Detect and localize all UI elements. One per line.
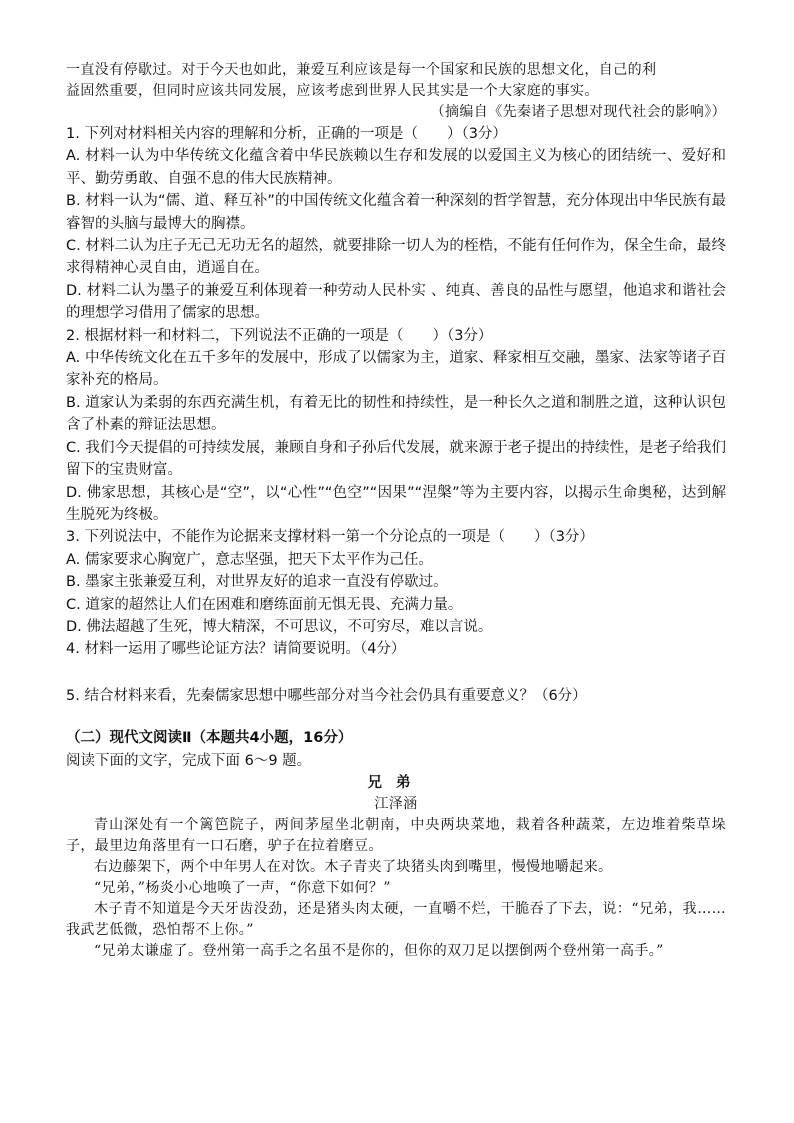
- option-c: C. 材料二认为庄子无己无功无名的超然，就要排除一切人为的桎梏，不能有任何作为，保全生命，最终求得精神心灵自由，逍遥自在。: [66, 238, 726, 277]
- story-body: [66, 794, 726, 962]
- option-d: D. 材料二认为墨子的兼爱互利体现着一种劳动人民朴实 、纯真、善良的品性与愿望，他追求和谐社会的理想学习借用了儒家的思想。: [66, 282, 726, 322]
- story-author: 江泽涵: [374, 795, 418, 812]
- question-stem: 1. 下列对材料相关内容的理解和分析，正确的一项是（ ）（3分）: [66, 126, 507, 142]
- question-stem: 3. 下列说法中，不能作为论据来支撑材料一第一个分论点的一项是（ ）（3分）: [66, 529, 594, 546]
- option-b: B. 墨家主张兼爱互利，对世界友好的追求一直没有停歇过。: [66, 574, 448, 591]
- story-title: 兄弟: [367, 774, 425, 791]
- question-stem: 4. 材料一运用了哪些论证方法？请简要说明。（4分）: [66, 641, 406, 658]
- section-heading: （二）现代文阅读Ⅱ（本题共4小题，16分）: [66, 730, 353, 747]
- option-d: D. 佛家思想，其核心是“空”，以“心性”“色空”“因果”“涅槃”等为主要内容，以揭示生命奥秘，达到解生脱死为终极。: [66, 484, 726, 523]
- option-d: D. 佛法超越了生死，博大精深，不可思议，不可穷尽，难以言说。: [66, 618, 493, 635]
- text-line: 一直没有停歇过。对于今天也如此，兼爱互利应该是每一个国家和民族的思想文化，自己的利: [66, 62, 657, 78]
- story-paragraph: “兄弟，”杨炎小心地唤了一声，“你意下如何？”: [94, 879, 391, 896]
- option-b: B. 道家认为柔弱的东西充满生机，有着无比的韧性和持续性，是一种长久之道和制胜之道，这种认识包含了朴素的辩证法思想。: [66, 394, 726, 434]
- section-instruction: 阅读下面的文字，完成下面 6～9 题。: [66, 752, 312, 769]
- option-c: C. 我们今天提倡的可持续发展，兼顾自身和子孙后代发展，就来源于老子提出的持续性，是老子给我们留下的宝贵财富。: [66, 439, 726, 479]
- answer-space: [66, 661, 726, 685]
- option-c: C. 道家的超然让人们在困难和磨练面前无惧无畏、充满力量。: [66, 596, 463, 613]
- story-paragraph: 右边藤架下，两个中年男人在对饮。木子青夹了块猪头肉到嘴里，慢慢地嚼起来。: [94, 858, 613, 875]
- source-citation: （摘编自《先秦诸子思想对现代社会的影响》）: [430, 104, 726, 120]
- question-stem: 5. 结合材料来看，先秦儒家思想中哪些部分对当今社会仍具有重要意义？（6分）: [66, 687, 587, 704]
- story-paragraph: 木子青不知道是今天牙齿没劲，还是猪头肉太硬，一直嚼不烂，干脆吞了下去，说：“兄弟，我……我武艺低微，恐怕帮不上你。”: [66, 900, 726, 938]
- option-a: A. 儒家要求心胸宽广，意志坚强，把天下太平作为己任。: [66, 551, 433, 568]
- story-paragraph: 青山深处有一个篱笆院子，两间茅屋坐北朝南，中央两块菜地，栽着各种蔬菜，左边堆着柴草垛子，最里边角落里有一口石磨，驴子在拉着磨豆。: [66, 816, 726, 854]
- option-b: B. 材料一认为“儒、道、释互补”的中国传统文化蕴含着一种深刻的哲学智慧，充分体现出中华民族有最睿智的头脑与最博大的胸襟。: [66, 193, 726, 232]
- question-stem: 2. 根据材料一和材料二，下列说法不正确的一项是（ ）（3分）: [66, 327, 493, 344]
- option-a: A. 材料一认为中华传统文化蕴含着中华民族赖以生存和发展的以爱国主义为核心的团结统一、爱好和平、勤劳勇敢、自强不息的伟大民族精神。: [66, 148, 726, 187]
- question-3: [66, 526, 726, 638]
- question-4: [66, 638, 726, 660]
- question-2: [66, 325, 726, 527]
- option-a: A. 中华传统文化在五千多年的发展中，形成了以儒家为主，道家、释家相互交融，墨家、法家等诸子百家补充的格局。: [66, 350, 726, 389]
- story-paragraph: “兄弟太谦虚了。登州第一高手之名虽不是你的，但你的双刀足以摆倒两个登州第一高手。”: [94, 942, 664, 959]
- answer-space: [66, 707, 726, 727]
- question-5: [66, 685, 726, 707]
- text-line: 益固然重要，但同时应该共同发展，应该考虑到世界人民其实是一个大家庭的事实。: [66, 83, 599, 99]
- section-modern-reading-2: [66, 727, 726, 794]
- material-one-tail: [66, 60, 726, 123]
- question-1: [66, 123, 726, 325]
